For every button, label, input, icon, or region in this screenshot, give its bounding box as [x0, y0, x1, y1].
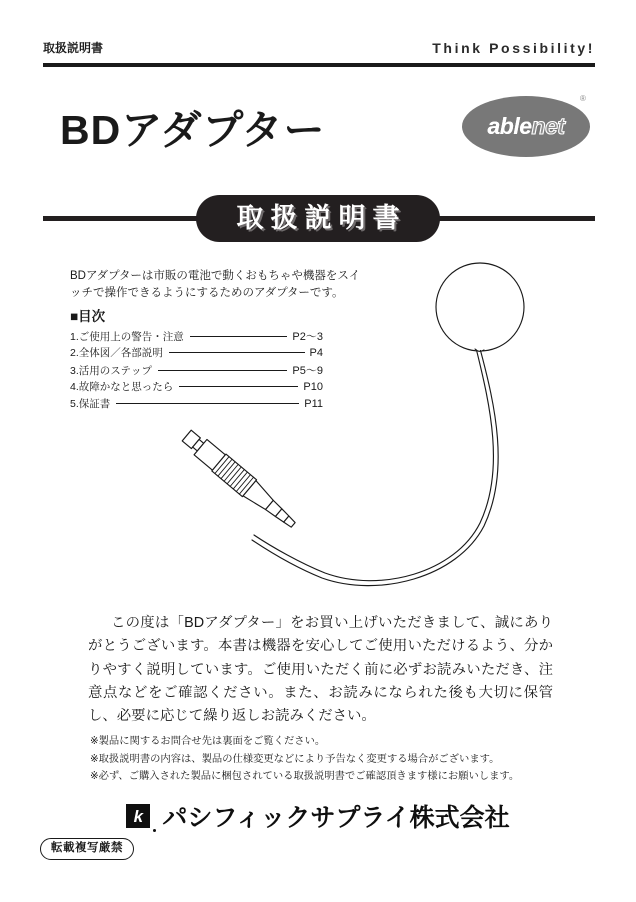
- toc-item-label: 5.保証書: [70, 398, 111, 410]
- note-line: ※必ず、ご購入された製品に梱包されている取扱説明書でご確認頂きます様にお願いします。: [90, 771, 520, 783]
- banner-label: 取扱説明書: [236, 203, 407, 233]
- intro-description: BDアダプターは市販の電池で動くおもちゃや機器をスイッチで操作できるようにするためのアダプターです。: [70, 270, 361, 299]
- toc-item-page: P4: [309, 347, 323, 359]
- page-title: BDアダプター: [60, 107, 326, 153]
- copy-prohibited-badge: 転載複写厳禁: [40, 838, 134, 860]
- registered-trademark-icon: ®: [580, 94, 586, 103]
- pacific-supply-logo-icon: k: [126, 804, 150, 828]
- toc-item-page: P11: [304, 398, 323, 410]
- logo-dot-icon: [153, 829, 156, 832]
- logo-wordmark: [462, 96, 590, 157]
- toc-heading: ■目次: [70, 309, 106, 324]
- manual-banner: [0, 195, 636, 245]
- product-illustration-svg: [150, 255, 550, 605]
- ablenet-logo: [462, 92, 596, 162]
- toc-item-page: P10: [303, 381, 323, 393]
- banner-pill: [196, 195, 440, 242]
- toc-item-label: 4.故障かなと思ったら: [70, 381, 174, 393]
- header-divider: [43, 63, 595, 67]
- page-header: [0, 0, 636, 70]
- logo-text-able: able: [487, 113, 532, 139]
- notes-block: [90, 733, 560, 786]
- toc-item-page: P2～3: [292, 331, 323, 343]
- toc-item-label: 2.全体図／各部説明: [70, 347, 163, 359]
- note-line: ※取扱説明書の内容は、製品の仕様変更などにより予告なく変更する場合がございます。: [90, 753, 500, 765]
- welcome-paragraph: この度は「BDアダプター」をお買い上げいただきまして、誠にありがとうございます。本書は機器を安心してご使用いただけるよう、分かりやすく説明しています。ご使用いただく前に必ずお読みいただき、注意点などをご確認ください。また、お読みになられた後も大切に保管し、必要に応じて繰り返しお読みください。: [88, 615, 553, 725]
- header-manual-label: 取扱説明書: [43, 41, 104, 55]
- toc-item-page: P5～9: [292, 365, 323, 377]
- banner-rule-left: [43, 216, 218, 221]
- header-tagline: Think Possibility!: [432, 40, 595, 56]
- company-name: パシフィックサプライ株式会社: [162, 804, 510, 832]
- toc-item-label: 3.活用のステップ: [70, 365, 153, 377]
- product-illustration: [150, 255, 550, 605]
- note-line: ※製品に関するお問合せ先は裏面をご覧ください。: [90, 736, 326, 747]
- toc-item-label: 1.ご使用上の警告・注意: [70, 331, 184, 343]
- logo-text-net: net: [531, 113, 565, 139]
- adapter-disc-icon: [436, 263, 524, 351]
- company-signature: [0, 798, 636, 834]
- banner-rule-right: [420, 216, 595, 221]
